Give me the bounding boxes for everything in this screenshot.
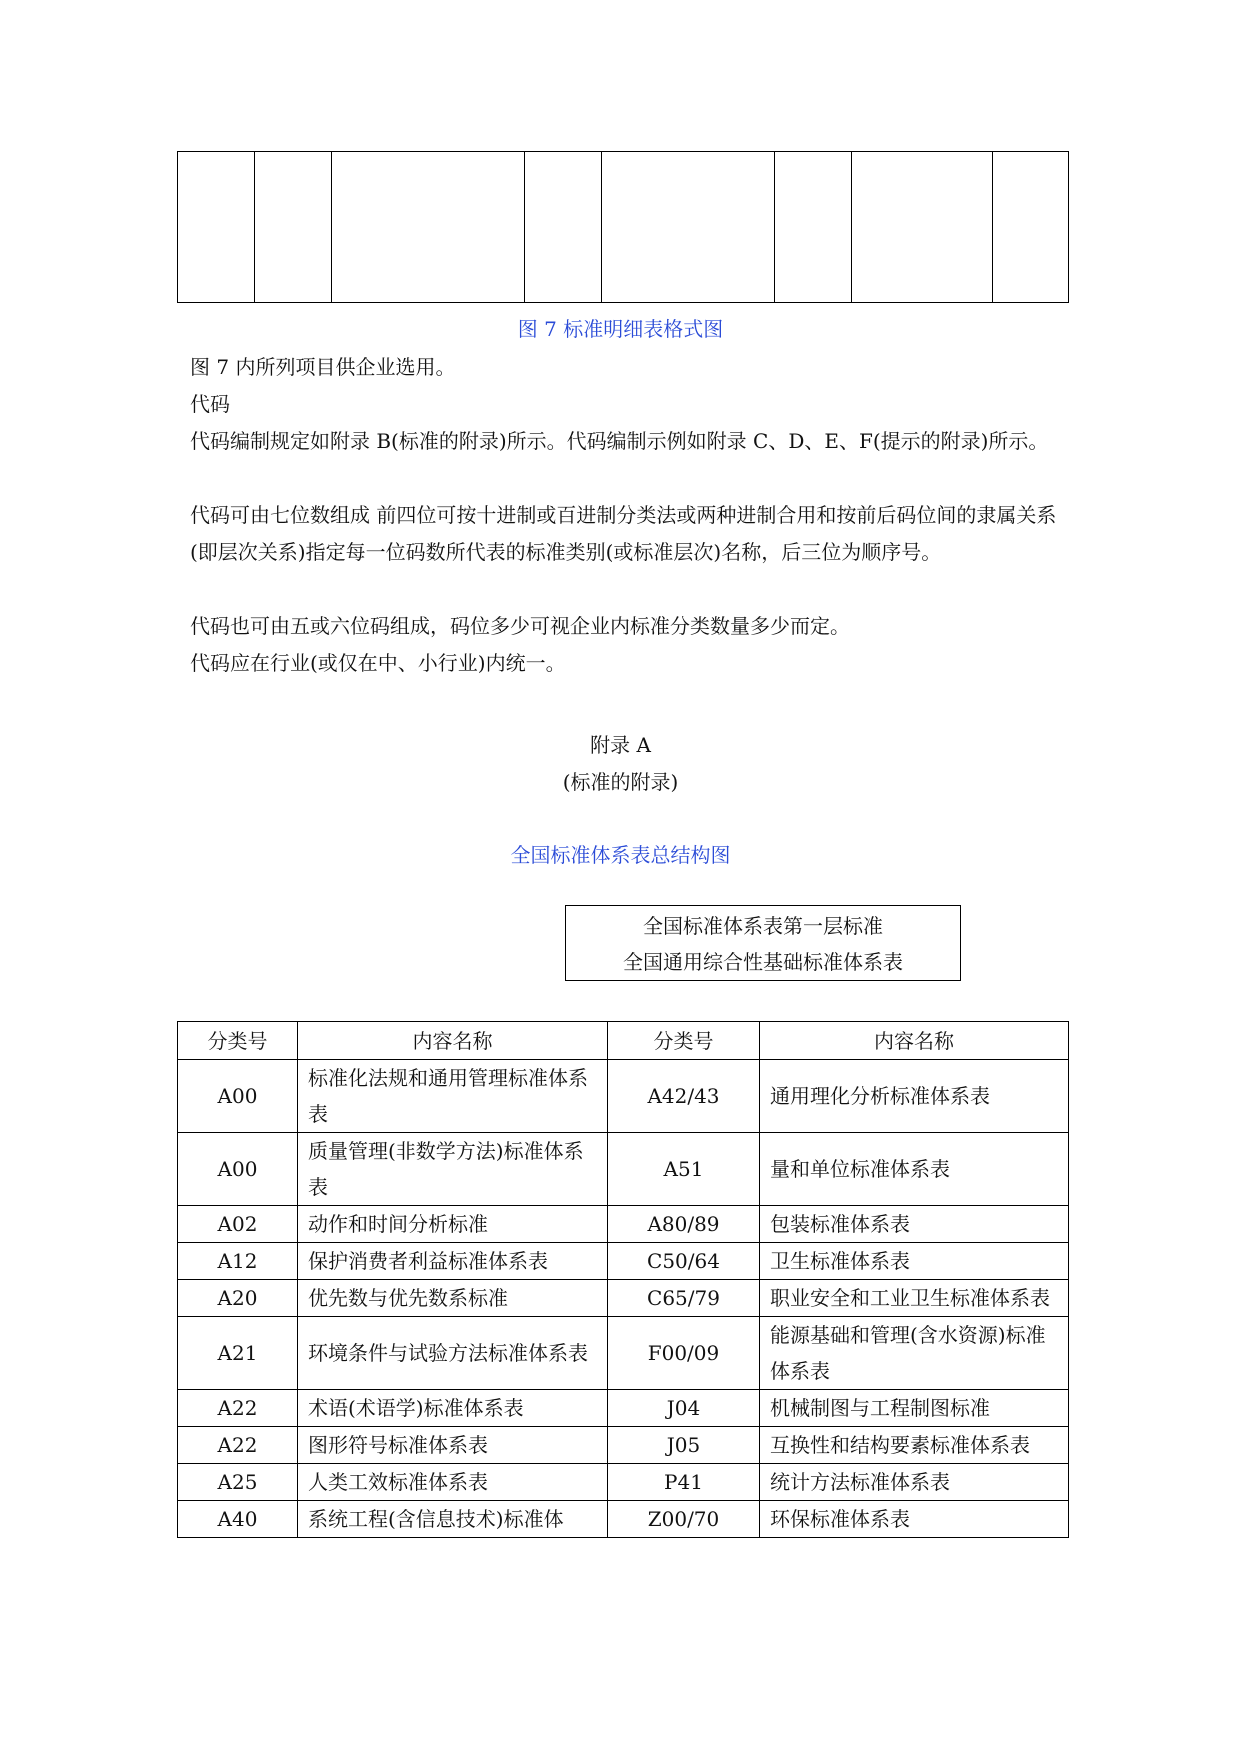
appendix-figure-title: 全国标准体系表总结构图 [510, 843, 731, 867]
cell-code: A20 [178, 1280, 298, 1317]
cell-name: 量和单位标准体系表 [760, 1133, 1069, 1206]
cell-code: C50/64 [608, 1243, 760, 1280]
cell-name: 互换性和结构要素标准体系表 [760, 1427, 1069, 1464]
blank-table-row [178, 152, 1069, 303]
cell-name: 保护消费者利益标准体系表 [298, 1243, 608, 1280]
structure-box-line2: 全国通用综合性基础标准体系表 [623, 950, 903, 974]
cell-code: A42/43 [608, 1060, 760, 1133]
cell-name: 优先数与优先数系标准 [298, 1280, 608, 1317]
table-row [178, 1060, 1069, 1133]
header-code: 分类号 [178, 1022, 298, 1060]
cell-name: 图形符号标准体系表 [298, 1427, 608, 1464]
cell-name: 环保标准体系表 [760, 1501, 1069, 1538]
cell-code: A00 [178, 1060, 298, 1133]
cell-code: A22 [178, 1427, 298, 1464]
table-row [178, 1280, 1069, 1317]
cell-code: A02 [178, 1206, 298, 1243]
table-header-row [178, 1022, 1069, 1060]
blank-cell [525, 152, 602, 303]
structure-box-line1: 全国标准体系表第一层标准 [643, 914, 883, 938]
cell-name: 包装标准体系表 [760, 1206, 1069, 1243]
blank-cell [852, 152, 993, 303]
table-row [178, 1243, 1069, 1280]
figure7-blank-table [177, 151, 1069, 303]
table-row [178, 1501, 1069, 1538]
table-row [178, 1206, 1069, 1243]
cell-code: A22 [178, 1390, 298, 1427]
cell-code: A80/89 [608, 1206, 760, 1243]
cell-name: 术语(术语学)标准体系表 [298, 1390, 608, 1427]
cell-name: 质量管理(非数学方法)标准体系表 [298, 1133, 608, 1206]
blank-cell [332, 152, 525, 303]
cell-name: 职业安全和工业卫生标准体系表 [760, 1280, 1069, 1317]
cell-code: Z00/70 [608, 1501, 760, 1538]
table-row [178, 1133, 1069, 1206]
header-name: 内容名称 [760, 1022, 1069, 1060]
paragraph: 图 7 内所列项目供企业选用。 [190, 355, 456, 379]
table-row [178, 1464, 1069, 1501]
blank-cell [993, 152, 1069, 303]
table-row [178, 1427, 1069, 1464]
cell-code: A51 [608, 1133, 760, 1206]
paragraph: 代码 [190, 392, 230, 416]
cell-name: 机械制图与工程制图标准 [760, 1390, 1069, 1427]
paragraph: 代码可由七位数组成 前四位可按十进制或百进制分类法或两种进制合用和按前后码位间的隶属关系(即层次关系)指定每一位码数所代表的标准类别(或标准层次)名称，后三位为顺序号。 [190, 503, 1057, 564]
appendix-subtitle: (标准的附录) [562, 770, 679, 794]
blank-cell [255, 152, 332, 303]
figure7-caption: 图 7 标准明细表格式图 [517, 317, 724, 341]
cell-code: A12 [178, 1243, 298, 1280]
header-name: 内容名称 [298, 1022, 608, 1060]
cell-name: 能源基础和管理(含水资源)标准体系表 [760, 1317, 1069, 1390]
standards-table [177, 1021, 1069, 1538]
cell-code: C65/79 [608, 1280, 760, 1317]
cell-code: J04 [608, 1390, 760, 1427]
cell-name: 卫生标准体系表 [760, 1243, 1069, 1280]
cell-name: 系统工程(含信息技术)标准体 [298, 1501, 608, 1538]
blank-cell [602, 152, 775, 303]
appendix-title: 附录 A [590, 733, 651, 757]
structure-box [565, 905, 961, 981]
paragraph: 代码应在行业(或仅在中、小行业)内统一。 [190, 651, 566, 675]
blank-cell [775, 152, 852, 303]
cell-code: A00 [178, 1133, 298, 1206]
paragraph: 代码也可由五或六位码组成，码位多少可视企业内标准分类数量多少而定。 [190, 614, 850, 638]
cell-name: 标准化法规和通用管理标准体系表 [298, 1060, 608, 1133]
paragraph: 代码编制规定如附录 B(标准的附录)所示。代码编制示例如附录 C、D、E、F(提示的附录)所示。 [190, 429, 1049, 453]
cell-code: F00/09 [608, 1317, 760, 1390]
cell-name: 人类工效标准体系表 [298, 1464, 608, 1501]
cell-name: 统计方法标准体系表 [760, 1464, 1069, 1501]
table-row [178, 1317, 1069, 1390]
cell-code: A40 [178, 1501, 298, 1538]
cell-name: 环境条件与试验方法标准体系表 [298, 1317, 608, 1390]
cell-code: J05 [608, 1427, 760, 1464]
cell-code: A25 [178, 1464, 298, 1501]
cell-code: A21 [178, 1317, 298, 1390]
header-code: 分类号 [608, 1022, 760, 1060]
blank-cell [178, 152, 255, 303]
cell-code: P41 [608, 1464, 760, 1501]
table-row [178, 1390, 1069, 1427]
cell-name: 通用理化分析标准体系表 [760, 1060, 1069, 1133]
cell-name: 动作和时间分析标准 [298, 1206, 608, 1243]
